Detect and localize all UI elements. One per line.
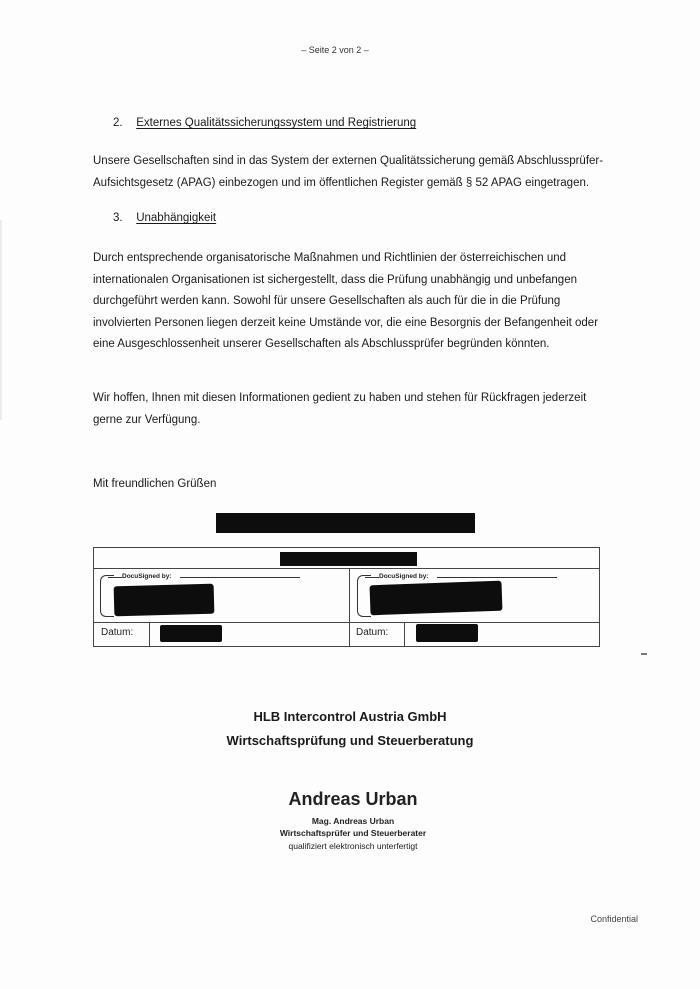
redacted-block [216, 513, 475, 533]
redacted-date [416, 624, 478, 642]
closing-paragraph: Wir hoffen, Ihnen mit diesen Informationen gedient zu haben und stehen für Rückfragen jederzeit gerne zur Verfügung. [93, 392, 587, 426]
section-heading-3 [113, 212, 216, 224]
docusign-label: DocuSigned by: [122, 573, 172, 580]
date-label: Datum: [356, 627, 389, 638]
docusign-label: DocuSigned by: [379, 573, 429, 580]
section-title: Externes Qualitätssicherungssystem und Registrierung [136, 117, 417, 129]
signer-title: Wirtschaftsprüfer und Steuerberater [279, 828, 427, 838]
docusign-line [437, 577, 557, 578]
docusign-line [365, 577, 379, 578]
greeting: Mit freundlichen Grüßen [93, 478, 217, 490]
redacted-signature [114, 584, 215, 617]
docusign-line [108, 577, 122, 578]
company-name: HLB Intercontrol Austria GmbH [253, 709, 447, 724]
scan-edge-shadow [0, 220, 3, 420]
section-heading-2 [113, 117, 416, 129]
section-number: 3. [113, 212, 123, 224]
signer-note: qualifiziert elektronisch unterfertigt [288, 841, 418, 851]
page-number: – Seite 2 von 2 – [301, 45, 369, 55]
section-title: Unabhängigkeit [136, 212, 217, 224]
signer-full-name: Mag. Andreas Urban [311, 816, 395, 826]
table-divider [94, 568, 599, 569]
section-3-paragraph: Durch entsprechende organisatorische Maßnahmen und Richtlinien der österreichischen und internationalen Organisationen ist sichergestellt, dass die Prüfung unabhängig und unbefangen durchgeführt werden kann. Sowohl für unsere Gesellschaften als auch für die in die Prüfung involvierten Personen liegen derzeit keine Umstände vor, die eine Besorgnis der Befangenheit oder eine Ausgeschlossenheit unserer Gesellschaften als Abschlussprüfer begründen könnten. [93, 252, 599, 350]
table-divider [94, 622, 599, 623]
date-label: Datum: [101, 627, 134, 638]
table-divider [349, 568, 350, 647]
section-number: 2. [113, 117, 123, 129]
table-divider [404, 622, 405, 647]
scan-mark [641, 653, 647, 655]
redacted-signature [370, 581, 503, 616]
docusign-line [180, 577, 300, 578]
redacted-block [280, 552, 417, 566]
signature-table [93, 547, 600, 647]
docusign-frame [100, 575, 114, 617]
redacted-date [160, 625, 222, 642]
section-2-paragraph: Unsere Gesellschaften sind in das System der externen Qualitätssicherung gemäß Abschlussprüfer-Aufsichtsgesetz (APAG) einbezogen und im öffentlichen Register gemäß § 52 APAG eingetragen. [93, 155, 604, 189]
company-subtitle: Wirtschaftsprüfung und Steuerberatung [226, 733, 474, 748]
table-divider [149, 622, 150, 647]
signer-display-name: Andreas Urban [288, 789, 418, 809]
confidential-label: Confidential [590, 914, 638, 924]
